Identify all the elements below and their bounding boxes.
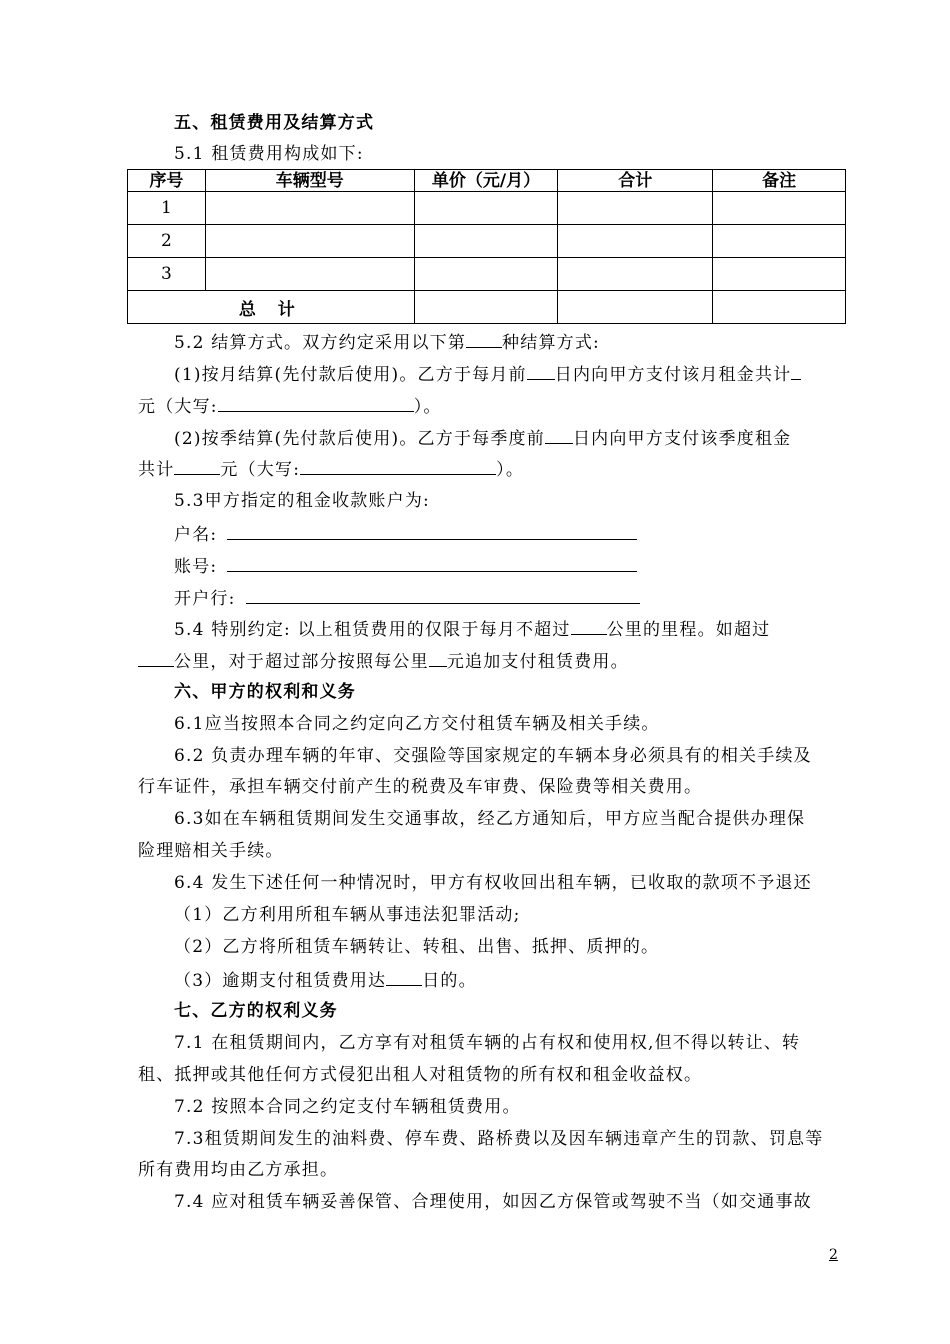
clause-text: 公里的里程。如超过 <box>606 620 771 640</box>
total-label: 总 计 <box>128 291 415 324</box>
clause-7-4: 7.4 应对租赁车辆妥善保管、合理使用，如因乙方保管或驾驶不当（如交通事故 <box>174 1192 812 1212</box>
cell-remark <box>713 192 846 225</box>
clause-text: 日内向甲方支付该季度租金 <box>572 429 792 449</box>
cell-remark <box>713 225 846 258</box>
row-number: 3 <box>128 258 206 291</box>
clause-6-2-line-1: 6.2 负责办理车辆的年审、交强险等国家规定的车辆本身必须具有的相关手续及 <box>174 746 812 766</box>
clause-6-4-item-1: （1）乙方利用所租车辆从事违法犯罪活动; <box>174 905 521 925</box>
account-name-field <box>227 521 637 540</box>
cell-sum <box>558 258 713 291</box>
blank-field <box>218 394 414 412</box>
col-header-price: 单价（元/月） <box>414 170 558 192</box>
cell-price <box>414 192 558 225</box>
col-header-no: 序号 <box>128 170 206 192</box>
clause-5-4-line-2 <box>138 649 848 673</box>
section-6-heading: 六、甲方的权利和义务 <box>174 682 356 702</box>
page-number: 2 <box>829 1247 838 1263</box>
clause-6-4-item-3 <box>174 968 848 992</box>
clause-text: 种结算方式: <box>502 333 600 353</box>
blank-field <box>527 362 555 380</box>
account-number-line <box>174 553 848 578</box>
cell-price <box>414 258 558 291</box>
clause-5-2 <box>174 330 848 354</box>
option-1-line-1 <box>174 362 848 386</box>
blank-field <box>791 362 801 380</box>
clause-5-4-line-1 <box>174 617 848 641</box>
cell-sum <box>558 192 713 225</box>
clause-7-1-line-1: 7.1 在租赁期间内，乙方享有对租赁车辆的占有权和使用权,但不得以转让、转 <box>174 1033 801 1053</box>
clause-6-3-line-2: 险理赔相关手续。 <box>138 841 284 861</box>
fee-table-header <box>128 170 846 192</box>
clause-text: 共计 <box>138 460 175 480</box>
clause-text: 5.4 特别约定: 以上租赁费用的仅限于每月不超过 <box>174 620 571 640</box>
col-header-model: 车辆型号 <box>205 170 414 192</box>
clause-text: 日内向甲方支付该月租金共计 <box>554 365 792 385</box>
clause-6-4-item-2: （2）乙方将所租赁车辆转让、转租、出售、抵押、质押的。 <box>174 937 660 957</box>
row-number: 1 <box>128 192 206 225</box>
clause-7-3-line-1: 7.3租赁期间发生的油料费、停车费、路桥费以及因车辆违章产生的罚款、罚息等 <box>174 1129 824 1149</box>
blank-field <box>174 457 220 475</box>
section-7-heading: 七、乙方的权利义务 <box>174 1001 338 1021</box>
cell-sum <box>558 291 713 324</box>
account-number-label: 账号: <box>174 557 218 577</box>
cell-model <box>205 192 414 225</box>
blank-field <box>545 426 573 444</box>
option-1-line-2 <box>138 394 848 418</box>
account-name-label: 户名: <box>174 525 218 545</box>
account-bank-field <box>246 585 640 604</box>
clause-text: ）。 <box>496 460 525 480</box>
clause-6-3-line-1: 6.3如在车辆租赁期间发生交通事故，经乙方通知后，甲方应当配合提供办理保 <box>174 809 806 829</box>
clause-5-3: 5.3甲方指定的租金收款账户为: <box>174 491 430 511</box>
clause-6-4: 6.4 发生下述任何一种情况时，甲方有权收回出租车辆，已收取的款项不予退还 <box>174 873 812 893</box>
clause-text: 元追加支付租赁费用。 <box>446 652 629 672</box>
clause-text: ）。 <box>413 397 442 417</box>
account-number-field <box>227 553 637 572</box>
total-row <box>128 291 846 324</box>
fee-table <box>127 169 846 324</box>
clause-6-2-line-2: 行车证件，承担车辆交付前产生的税费及车审费、保险费等相关费用。 <box>138 777 703 797</box>
section-5-heading: 五、租赁费用及结算方式 <box>174 113 375 133</box>
option-2-line-2 <box>138 457 848 481</box>
clause-7-2: 7.2 按照本合同之约定支付车辆租赁费用。 <box>174 1097 521 1117</box>
clause-text: 公里，对于超过部分按照每公里 <box>174 652 429 672</box>
blank-field <box>386 968 422 986</box>
blank-field <box>138 649 174 667</box>
blank-field <box>466 330 502 348</box>
blank-field <box>429 649 447 667</box>
blank-field <box>300 457 496 475</box>
clause-text: (1)按月结算(先付款后使用)。乙方于每月前 <box>174 365 527 385</box>
col-header-sum: 合计 <box>558 170 713 192</box>
table-row <box>128 192 846 225</box>
clause-7-3-line-2: 所有费用均由乙方承担。 <box>138 1160 339 1180</box>
clause-text: （3）逾期支付租赁费用达 <box>174 971 387 991</box>
table-row <box>128 225 846 258</box>
cell-price <box>414 291 558 324</box>
clause-text: 5.2 结算方式。双方约定采用以下第 <box>174 333 467 353</box>
table-row <box>128 258 846 291</box>
account-bank-label: 开户行: <box>174 589 236 609</box>
clause-text: 元（大写: <box>220 460 301 480</box>
cell-sum <box>558 225 713 258</box>
clause-7-1-line-2: 租、抵押或其他任何方式侵犯出租人对租赁物的所有权和租金收益权。 <box>138 1065 703 1085</box>
option-2-line-1 <box>174 426 848 450</box>
clause-5-1: 5.1 租赁费用构成如下: <box>174 144 364 164</box>
blank-field <box>571 617 607 635</box>
clause-text: 元（大写: <box>138 397 218 417</box>
clause-text: 日的。 <box>422 971 477 991</box>
row-number: 2 <box>128 225 206 258</box>
cell-model <box>205 225 414 258</box>
cell-remark <box>713 258 846 291</box>
account-name-line <box>174 521 848 546</box>
account-bank-line <box>174 585 848 610</box>
clause-6-1: 6.1应当按照本合同之约定向乙方交付租赁车辆及相关手续。 <box>174 714 660 734</box>
cell-model <box>205 258 414 291</box>
cell-price <box>414 225 558 258</box>
col-header-remark: 备注 <box>713 170 846 192</box>
clause-text: (2)按季结算(先付款后使用)。乙方于每季度前 <box>174 429 545 449</box>
cell-remark <box>713 291 846 324</box>
